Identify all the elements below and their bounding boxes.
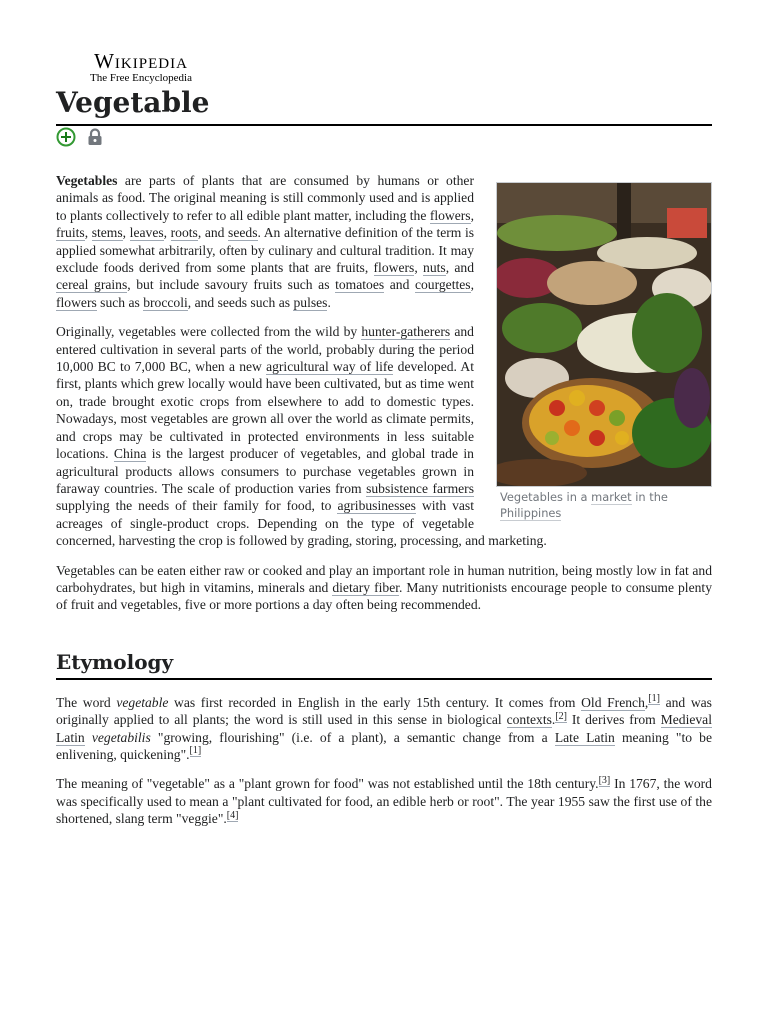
link-pulses[interactable]: pulses: [293, 294, 328, 310]
link-flowers[interactable]: flowers: [56, 294, 97, 310]
text: [85, 730, 92, 745]
link-dietary-fiber[interactable]: dietary fiber: [332, 579, 400, 595]
text: ,: [414, 260, 424, 276]
article-body: [56, 172, 712, 840]
link-flowers[interactable]: flowers: [429, 207, 471, 223]
link-seeds[interactable]: seeds: [228, 225, 258, 241]
link-old-french[interactable]: Old French: [581, 694, 645, 710]
link-china[interactable]: China: [113, 446, 147, 462]
link-late-latin[interactable]: Late Latin: [554, 729, 615, 745]
text: , but include savoury fruits such as: [127, 277, 336, 293]
citation-label: [4]: [226, 809, 239, 821]
link-agricultural-way-of-life[interactable]: agricultural way of life: [266, 359, 394, 375]
citation-3[interactable]: [599, 775, 611, 787]
text: , and: [197, 225, 229, 241]
text: , and seeds such as: [187, 294, 294, 310]
text: are parts of plants that are consumed by humans or other animals as food. The original meaning is still commonly used and is applied to plants collectively to refer to all edible plant matter, including the: [56, 173, 474, 223]
italic-term: vegetabilis: [91, 729, 151, 745]
citation-label: [1]: [648, 693, 660, 705]
text: and: [384, 277, 415, 293]
text: such as: [96, 294, 144, 310]
intro-paragraph-3: [56, 562, 712, 614]
text: developed. At first, plants which grew locally would have been cultivated, but as time went on, trade brought exotic crops from elsewhere to add to domestic types. Nowadays, most vegetables are grown all over the world as climate permits, and crops may be cultivated in protected environments in less suitable locations.: [56, 359, 474, 462]
italic-term: vegetable: [116, 694, 169, 710]
text: with vast acreages of single-product crops. Depending on the type of vegetable concerned, harvesting the crop is followed by grading, storing, processing, and marketing.: [56, 498, 547, 549]
text: and was originally applied to all plants; the word is still used in this sense in biological: [56, 694, 712, 728]
lock-icon[interactable]: [85, 127, 105, 147]
logo-tagline: The Free Encyclopedia: [89, 72, 192, 84]
link-hunter-gatherers[interactable]: hunter-gatherers: [361, 324, 451, 340]
page-indicators: [56, 126, 105, 148]
citation-1[interactable]: [190, 745, 202, 757]
text: . Many nutritionists encourage people to consume plenty of fruit and vegetables, five or more portions a day often being recommended.: [56, 579, 712, 613]
citation-label: [2]: [555, 710, 567, 722]
link-nuts[interactable]: nuts: [423, 260, 446, 276]
text: was first recorded in English in the early 15th century. It comes from: [168, 694, 582, 710]
text: Vegetables can be eaten either raw or cooked and play an important role in human nutrition, being mostly low in fat and carbohydrates, but high in vitamins, minerals and: [56, 562, 712, 595]
text: ,: [470, 207, 474, 223]
text: .: [327, 294, 331, 310]
text: . An alternative definition of the term is applied somewhat arbitrarily, often by culinary and cultural tradition. It may exclude foods derived from some plants that are fruits,: [56, 225, 475, 276]
text: meaning "to be enlivening, quickening".: [56, 729, 713, 762]
link-courgettes[interactable]: courgettes: [414, 277, 471, 293]
section-heading-etymology: Etymology: [56, 648, 712, 680]
link-cereal-grains[interactable]: cereal grains: [56, 277, 128, 293]
text: The word: [56, 694, 117, 710]
text: .: [551, 712, 556, 728]
caption-link-philippines[interactable]: Philippines: [500, 506, 562, 520]
text: Originally, vegetables were collected from the wild by: [56, 324, 362, 340]
text: In 1767, the word was specifically used to mean a "plant cultivated for food, an edible herb or root". The year 1955 saw the first use of the shortened, slang term "veggie".: [56, 776, 712, 827]
text: supplying the needs of their family for food, to: [56, 498, 338, 514]
link-flowers[interactable]: flowers: [373, 260, 415, 276]
link-subsistence-farmers[interactable]: subsistence farmers: [366, 480, 474, 496]
link-stems[interactable]: stems: [91, 225, 123, 241]
bold-term: Vegetables: [56, 173, 118, 188]
caption-text: Vegetables in a: [500, 490, 592, 504]
caption-text: in the: [631, 490, 668, 504]
logo-wordmark: Wikipedia: [94, 49, 188, 73]
caption-link-market[interactable]: market: [591, 490, 632, 504]
wikipedia-logo[interactable]: [76, 50, 206, 84]
text: is the largest producer of vegetables, and global trade in agricultural products allows consumers to purchase vegetables grown in faraway countries. The scale of production varies from: [56, 446, 474, 496]
citation-2[interactable]: [555, 711, 567, 723]
text: ,: [644, 694, 649, 710]
link-broccoli[interactable]: broccoli: [143, 294, 188, 310]
plus-circle-icon[interactable]: [56, 127, 76, 147]
link-medieval-latin[interactable]: Medieval Latin: [56, 712, 712, 745]
text: , and: [445, 260, 475, 276]
etymology-paragraph-1: [56, 694, 712, 764]
figure-caption: [496, 487, 712, 521]
link-tomatoes[interactable]: tomatoes: [335, 277, 385, 293]
citation-1[interactable]: [648, 693, 660, 705]
link-roots[interactable]: roots: [170, 225, 198, 241]
citation-4[interactable]: [227, 810, 239, 822]
link-agribusinesses[interactable]: agribusinesses: [337, 498, 416, 514]
thumbnail-figure: [496, 182, 712, 521]
text: It derives from: [566, 712, 661, 728]
text: The meaning of "vegetable" as a "plant grown for food" was not established until the 18th century.: [56, 776, 599, 792]
text: ,: [470, 277, 474, 293]
text: ,: [122, 225, 130, 241]
etymology-paragraph-2: [56, 775, 712, 827]
vegetable-market-image[interactable]: [496, 182, 712, 487]
citation-label: [1]: [189, 745, 202, 757]
page-title: Vegetable: [56, 84, 712, 126]
text: ,: [84, 225, 92, 241]
citation-label: [3]: [598, 774, 611, 786]
link-leaves[interactable]: leaves: [129, 225, 164, 241]
link-fruits[interactable]: fruits: [56, 225, 85, 241]
text: and entered cultivation in several parts of the world, probably during the period 10,000 BC to 7,000 BC, when a new: [56, 324, 474, 375]
link-contexts[interactable]: contexts: [506, 712, 552, 728]
text: "growing, flourishing" (i.e. of a plant), a semantic change from a: [150, 729, 555, 745]
text: ,: [163, 225, 171, 241]
